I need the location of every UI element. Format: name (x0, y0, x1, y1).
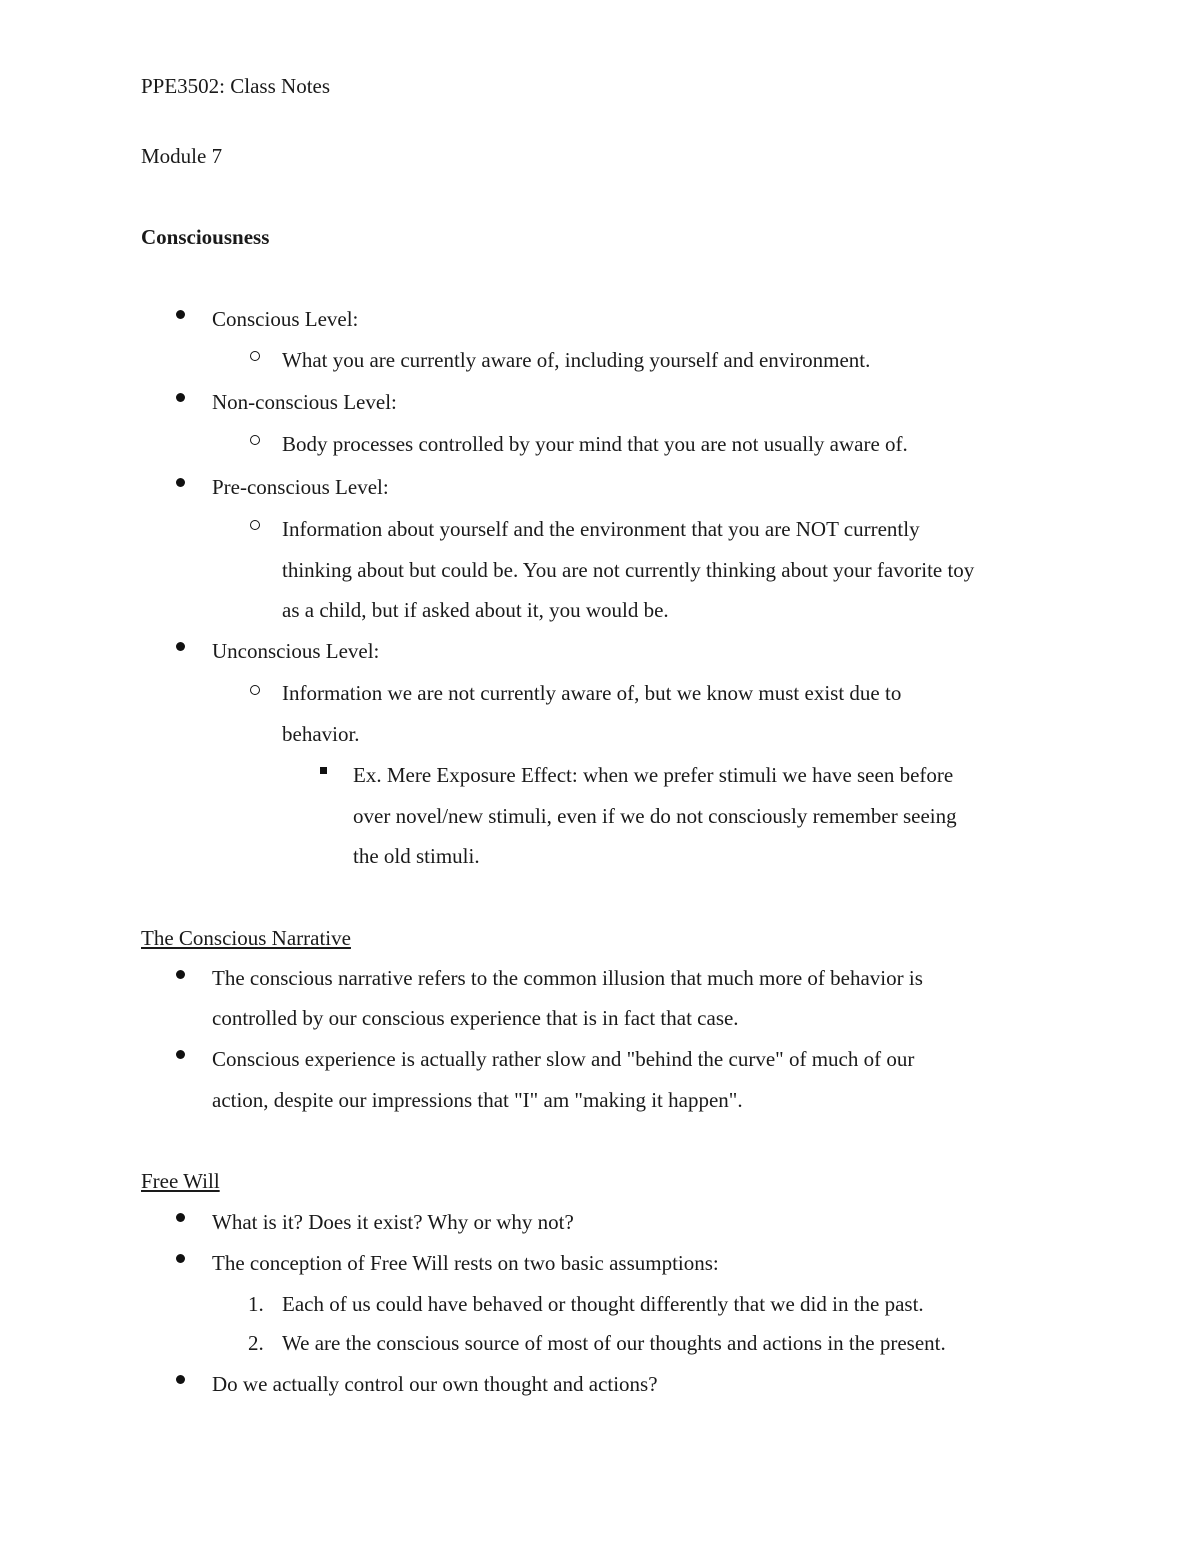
preconscious-detail-line-3: as a child, but if asked about it, you would be. (282, 598, 669, 622)
narrative-point1-line-1: The conscious narrative refers to the common illusion that much more of behavior is (212, 966, 923, 990)
bullet-disc-icon (176, 1050, 185, 1059)
assumption-number: 2. (248, 1331, 264, 1355)
bullet-disc-icon (176, 393, 185, 402)
unconscious-example-line-2: over novel/new stimuli, even if we do not consciously remember seeing (353, 804, 957, 828)
unconscious-example-line-3: the old stimuli. (353, 844, 480, 868)
conscious-level-detail: What you are currently aware of, including yourself and environment. (282, 348, 871, 372)
section-heading-consciousness: Consciousness (141, 225, 270, 249)
conscious-level-label: Conscious Level: (212, 307, 359, 331)
bullet-disc-icon (176, 1375, 185, 1384)
bullet-disc-icon (176, 478, 185, 487)
bullet-disc-icon (176, 1213, 185, 1222)
narrative-point1-line-2: controlled by our conscious experience that is in fact that case. (212, 1006, 739, 1030)
unconscious-level-label: Unconscious Level: (212, 639, 380, 663)
preconscious-detail-line-1: Information about yourself and the environment that you are NOT currently (282, 517, 920, 541)
free-will-point3: Do we actually control our own thought and actions? (212, 1372, 658, 1396)
module-label: Module 7 (141, 144, 223, 168)
unconscious-detail-line-2: behavior. (282, 722, 360, 746)
unconscious-detail-line-1: Information we are not currently aware of, but we know must exist due to (282, 681, 902, 705)
bullet-disc-icon (176, 970, 185, 979)
assumption-text: Each of us could have behaved or thought differently that we did in the past. (282, 1292, 924, 1316)
assumption-number: 1. (248, 1292, 264, 1316)
free-will-point1: What is it? Does it exist? Why or why not? (212, 1210, 574, 1234)
preconscious-level-label: Pre-conscious Level: (212, 475, 389, 499)
section-heading-free-will: Free Will (141, 1169, 220, 1193)
section-heading-conscious-narrative: The Conscious Narrative (141, 926, 351, 950)
bullet-disc-icon (176, 1254, 185, 1263)
nonconscious-level-detail: Body processes controlled by your mind that you are not usually aware of. (282, 432, 908, 456)
preconscious-detail-line-2: thinking about but could be. You are not currently thinking about your favorite toy (282, 558, 975, 582)
free-will-point2: The conception of Free Will rests on two basic assumptions: (212, 1251, 719, 1275)
assumption-text: We are the conscious source of most of our thoughts and actions in the present. (282, 1331, 946, 1355)
bullet-square-icon (320, 767, 327, 774)
narrative-point2-line-1: Conscious experience is actually rather slow and "behind the curve" of much of our (212, 1047, 915, 1071)
bullet-circle-icon (250, 435, 260, 445)
bullet-disc-icon (176, 642, 185, 651)
bullet-disc-icon (176, 310, 185, 319)
bullet-circle-icon (250, 520, 260, 530)
course-title: PPE3502: Class Notes (141, 74, 331, 98)
unconscious-example-line-1: Ex. Mere Exposure Effect: when we prefer stimuli we have seen before (353, 763, 954, 787)
nonconscious-level-label: Non-conscious Level: (212, 390, 397, 414)
bullet-circle-icon (250, 351, 260, 361)
narrative-point2-line-2: action, despite our impressions that "I" am "making it happen". (212, 1088, 743, 1112)
bullet-circle-icon (250, 685, 260, 695)
